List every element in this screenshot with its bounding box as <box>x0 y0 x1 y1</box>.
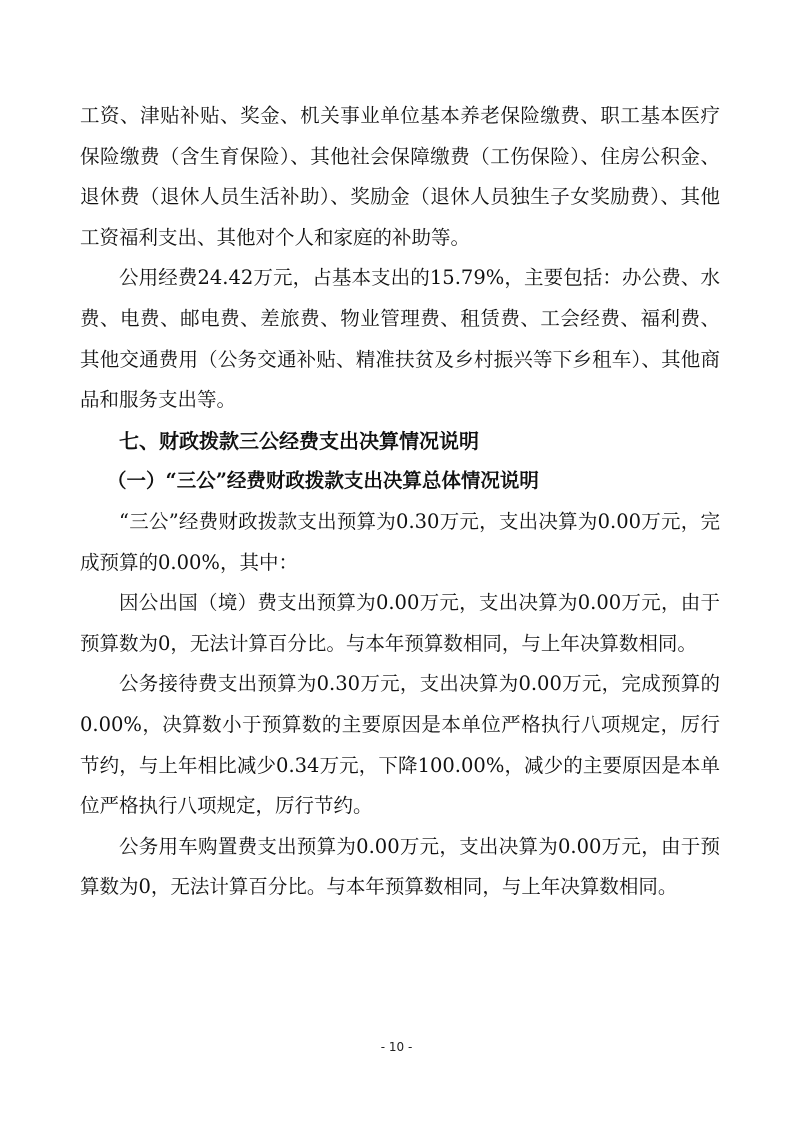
subsection-heading-overall: （一）“三公”经费财政拨款支出决算总体情况说明 <box>107 469 539 493</box>
section-heading-three-public-expenses: 七、财政拨款三公经费支出决算情况说明 <box>119 428 479 453</box>
page-number: - 10 - <box>380 1040 413 1054</box>
paragraph-official-reception: 公务接待费支出预算为0.30万元，支出决算为0.00万元，完成预算的0.00%，决算数小于预算数的主要原因是本单位严格执行八项规定，厉行节约，与上年相比减少0.34万元，下降100.00%，减少的主要原因是本单位严格执行八项规定，厉行节约。 <box>80 672 720 818</box>
paragraph-three-public-total: “三公”经费财政拨款支出预算为0.30万元，支出决算为0.00万元，完成预算的0.00%，其中： <box>80 509 720 574</box>
paragraph-vehicle-purchase: 公务用车购置费支出预算为0.00万元，支出决算为0.00万元，由于预算数为0，无法计算百分比。与本年预算数相同，与上年决算数相同。 <box>80 834 720 899</box>
paragraph-public-funds: 公用经费24.42万元，占基本支出的15.79%，主要包括：办公费、水费、电费、邮电费、差旅费、物业管理费、租赁费、工会经费、福利费、其他交通费用（公务交通补贴、精准扶贫及乡村振兴等下乡租车）、其他商品和服务支出等。 <box>80 266 720 412</box>
paragraph-wages-continued: 工资、津贴补贴、奖金、机关事业单位基本养老保险缴费、职工基本医疗保险缴费（含生育保险）、其他社会保障缴费（工伤保险）、住房公积金、退休费（退休人员生活补助）、奖励金（退休人员独生子女奖励费）、其他工资福利支出、其他对个人和家庭的补助等。 <box>80 104 720 249</box>
document-body <box>80 96 720 908</box>
paragraph-overseas-travel: 因公出国（境）费支出预算为0.00万元，支出决算为0.00万元，由于预算数为0，无法计算百分比。与本年预算数相同，与上年决算数相同。 <box>80 591 720 655</box>
